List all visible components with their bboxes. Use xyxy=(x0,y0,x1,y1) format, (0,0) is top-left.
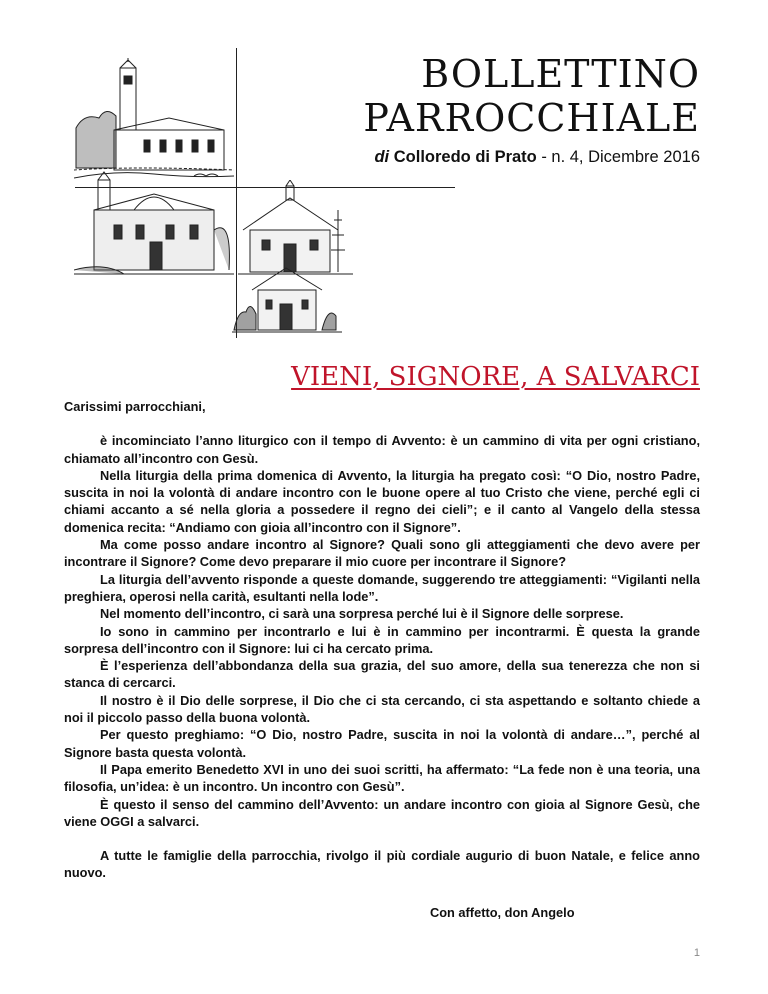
letter-paragraph: È questo il senso del cammino dell’Avvento: un andare incontro con gioia al Signore Gesù, che viene OGGI a salvarci. xyxy=(64,796,700,829)
letter-paragraph: Il nostro è il Dio delle sorprese, il Dio che ci sta cercando, ci sta aspettando e soltanto chiede a noi il piccolo passo della buona volontà. xyxy=(64,692,700,726)
letter-paragraph: Il Papa emerito Benedetto XVI in uno dei suoi scritti, ha affermato: “La fede non è una teoria, una filosofia, un’idea: è un incontro. Un incontro con Gesù”. xyxy=(64,761,700,795)
letter-paragraph: Ma come posso andare incontro al Signore? Quali sono gli atteggiamenti che devo avere per incontrare il Signore? Come devo preparare il mio cuore per incontrare il Signore? xyxy=(64,537,700,570)
masthead xyxy=(300,52,700,167)
letter-paragraph: La liturgia dell’avvento risponde a queste domande, suggerendo tre atteggiamenti: “Vigilanti nella preghiera, operosi nella carità, esultanti nella lode”. xyxy=(64,571,700,604)
letter-paragraph: Io sono in cammino per incontrarlo e lui è in cammino per incontrarmi. È questa la grande sorpresa dell’incontro con il Signore: lui ci ha cercato prima. xyxy=(64,623,700,656)
divider-vertical xyxy=(236,48,237,338)
letter-paragraph: Nel momento dell’incontro, ci sarà una sorpresa perché lui è il Signore delle sorprese. xyxy=(100,606,624,622)
masthead-di: di xyxy=(374,148,390,166)
letter-paragraph: è incominciato l’anno liturgico con il tempo di Avvento: è un cammino di vita per ogni cristiano, chiamato all’incontro con Gesù. xyxy=(64,433,700,466)
church-bell-tower-sketch xyxy=(74,58,234,183)
masthead-subtitle xyxy=(300,148,700,167)
pastoral-letter xyxy=(64,398,700,921)
letter-closing-wish: A tutte le famiglie della parrocchia, rivolgo il più cordiale augurio di buon Natale, e felice anno nuovo. xyxy=(64,848,700,881)
article-headline: VIENI, SIGNORE, A SALVARCI xyxy=(291,362,700,392)
small-chapel-sketch xyxy=(232,260,342,340)
masthead-title xyxy=(300,52,700,140)
masthead-place: Colloredo di Prato xyxy=(393,148,537,166)
masthead-title-line1: BOLLETTINO xyxy=(421,52,700,96)
masthead-issue: - n. 4, Dicembre 2016 xyxy=(536,148,700,166)
letter-paragraph: Per questo preghiamo: “O Dio, nostro Padre, suscita in noi la volontà di andare…”, perché al Signore basta questa volontà. xyxy=(64,727,700,760)
page-number: 1 xyxy=(693,947,700,959)
divider-horizontal xyxy=(75,187,455,188)
letter-signature: Con affetto, don Angelo xyxy=(430,904,575,920)
letter-salutation: Carissimi parrocchiani, xyxy=(64,399,206,414)
letter-paragraph: Nella liturgia della prima domenica di Avvento, la liturgia ha pregato così: “O Dio, nostro Padre, suscita in noi la volontà di andare incontro con le buone opere al tuo Cristo che viene, perché egli ci chiami accanto a sé nella gloria a possedere il regno dei cieli”; e il canto al Vangelo della stessa domenica recita: “Andiamo con gioia all’incontro con il Signore”. xyxy=(64,467,700,535)
masthead-title-line2: PARROCCHIALE xyxy=(363,96,700,140)
letter-paragraph: È l’esperienza dell’abbondanza della sua grazia, del suo amore, della sua tenerezza che non si stanca di cercarci. xyxy=(64,658,700,691)
